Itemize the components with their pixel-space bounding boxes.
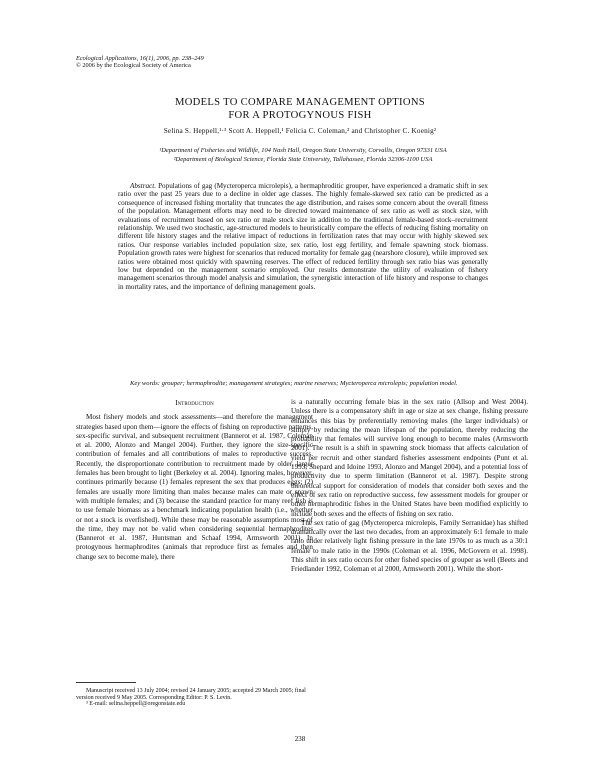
page-number: 238	[294, 735, 306, 743]
keywords-text: grouper; hermaphrodite; management strategies; marine reserves; Mycteroperca microlepis; population model.	[161, 380, 458, 387]
affiliation-2: ²Department of Biological Science, Florida State University, Tallahassee, Florida 32306-1100 USA	[173, 155, 433, 163]
keywords	[118, 380, 488, 388]
paper-title-line-2: FOR A PROTOGYNOUS FISH	[228, 110, 372, 121]
paper-title-line-1: MODELS TO COMPARE MANAGEMENT OPTIONS	[175, 97, 425, 108]
section-heading-introduction: Introduction	[175, 398, 214, 407]
email-footnote: ³ E-mail: selina.heppell@oregonstate.edu	[86, 701, 186, 708]
abstract-text: Populations of gag (Mycteroperca microlepis), a hermaphroditic grouper, have experienced a dramatic shift in sex ratio over the past 25 years due to a decline in older age classes. The highly female-skewed sex ratio can be predicted as a consequence of increased fishing mortality that truncates the age distribution, and raises some concern about the overall fitness of the population. Management efforts may need to be directed toward maintenance of sex ratio as well as stock size, with evaluations of recruitment based on sex ratio or male stock size in addition to the traditional female-based stock–recruitment relationship. We used two stochastic, age-structured models to heuristically compare the effects of reducing fishing mortality on different life history stages and the relative impact of reductions in fertilization rates that may occur with highly skewed sex ratios. Our response variables included population size, sex ratio, lost egg fertility, and female spawning stock biomass. Population growth rates were highest for scenarios that reduced mortality for female gag (nearshore closure), while improved sex ratios were obtained most quickly with spawning reserves. The effect of reduced fertility through sex ratio bias was generally low but depended on the management scenario employed. Our results demonstrate the utility of evaluation of fishery management scenarios through model analysis and simulation, the synergistic interaction of life history and response to changes in mortality rates, and the importance of defining management goals.	[118, 182, 488, 291]
footnotes	[76, 688, 313, 708]
body-column-left	[76, 398, 313, 562]
body-paragraph: The sex ratio of gag (Mycteroperca microlepis, Family Serranidae) has shifted dramatically over the last two decades, from an approximately 6:1 female to male ratio under relatively light fishing pressure in the late 1970s to as much as a 30:1 female to male ratio in the 1990s (Coleman et al. 1996, McGovern et al. 1998). This shift in sex ratio occurs for other fished species of grouper as well (Beets and Friedlander 1992, Coleman et al 2000, Armsworth 2001). While the short-	[291, 518, 528, 574]
journal-citation	[76, 55, 204, 69]
journal-citation-line: Ecological Applications, 16(1), 2006, pp. 238–249	[76, 55, 204, 62]
body-paragraph: Most fishery models and stock assessments—and therefore the management strategies based upon them—ignore the effects of fishing on reproductive patterns, sex-specific survival, and subsequent recruitment (Bannerot et al. 1987, Coleman et al. 2000, Alonzo and Mangel 2004). Further, they ignore the size-specific contribution of females and all contributions of males to reproductive success. Recently, the disproportionate contribution to recruitment made by older, larger females has been brought to light (Berkeley et al. 2004). Ignoring males, however, continues primarily because (1) females represent the sex that produces eggs; (2) females are usually more limiting than males because males can mate or spawn with multiple females; and (3) because the standard practice for many reef fish is to use female biomass as a benchmark indicating population health (i.e., whether or not a stock is overfished). While these may be reasonable assumptions most of the time, they may not be valid when considering sequential hermaphrodites (Bannerot et al. 1987, Huntsman and Schaaf 1994, Armsworth 2001). In protogynous hermaphrodites (animals that reproduce first as females and then change sex to become male), there	[76, 413, 313, 561]
affiliation-1: ¹Department of Fisheries and Wildlife, 104 Nash Hall, Oregon State University, Corvallis, Oregon 97331 USA	[159, 147, 447, 154]
abstract	[118, 182, 488, 291]
body-column-right	[291, 398, 528, 575]
body-paragraph: is a naturally occurring female bias in the sex ratio (Allsop and West 2004). Unless there is a compensatory shift in age or size at sex change, fishing pressure enhances this bias by preferentially removing males (the larger individuals) or simply by reducing the mean lifespan of the population, thereby reducing the probability that females will survive long enough to become males (Armsworth 2001). The result is a shift in spawning stock biomass that affects calculation of yield per recruit and other standard fisheries assessment endpoints (Punt et al. 1993, Shepard and Idoine 1993, Alonzo and Mangel 2004), and a potential loss of productivity due to sperm limitation (Bannerot et al. 1987). Despite strong theoretical support for consideration of models that consider both sexes and the effect of sex ratio on reproductive success, few assessment models for grouper or other hermaphroditic fishes in the United States have been modified explicitly to include both sexes and the effects of fishing on sex ratio.	[291, 398, 528, 518]
manuscript-footnote: Manuscript received 13 July 2004; revised 24 January 2005; accepted 29 March 2005; final version received 9 May 2005. Corresponding Editor: P. S. Levin.	[76, 688, 306, 701]
author-list: Selina S. Heppell,¹·³ Scott A. Heppell,¹ Felicia C. Coleman,² and Christopher C. Koenig²	[163, 127, 437, 135]
copyright-line: © 2006 by the Ecological Society of America	[76, 62, 191, 70]
footnote-divider	[76, 682, 136, 683]
keywords-label: Key words:	[130, 380, 160, 387]
abstract-label: Abstract.	[130, 182, 156, 190]
affiliations	[118, 147, 488, 164]
paper-title	[0, 96, 600, 122]
